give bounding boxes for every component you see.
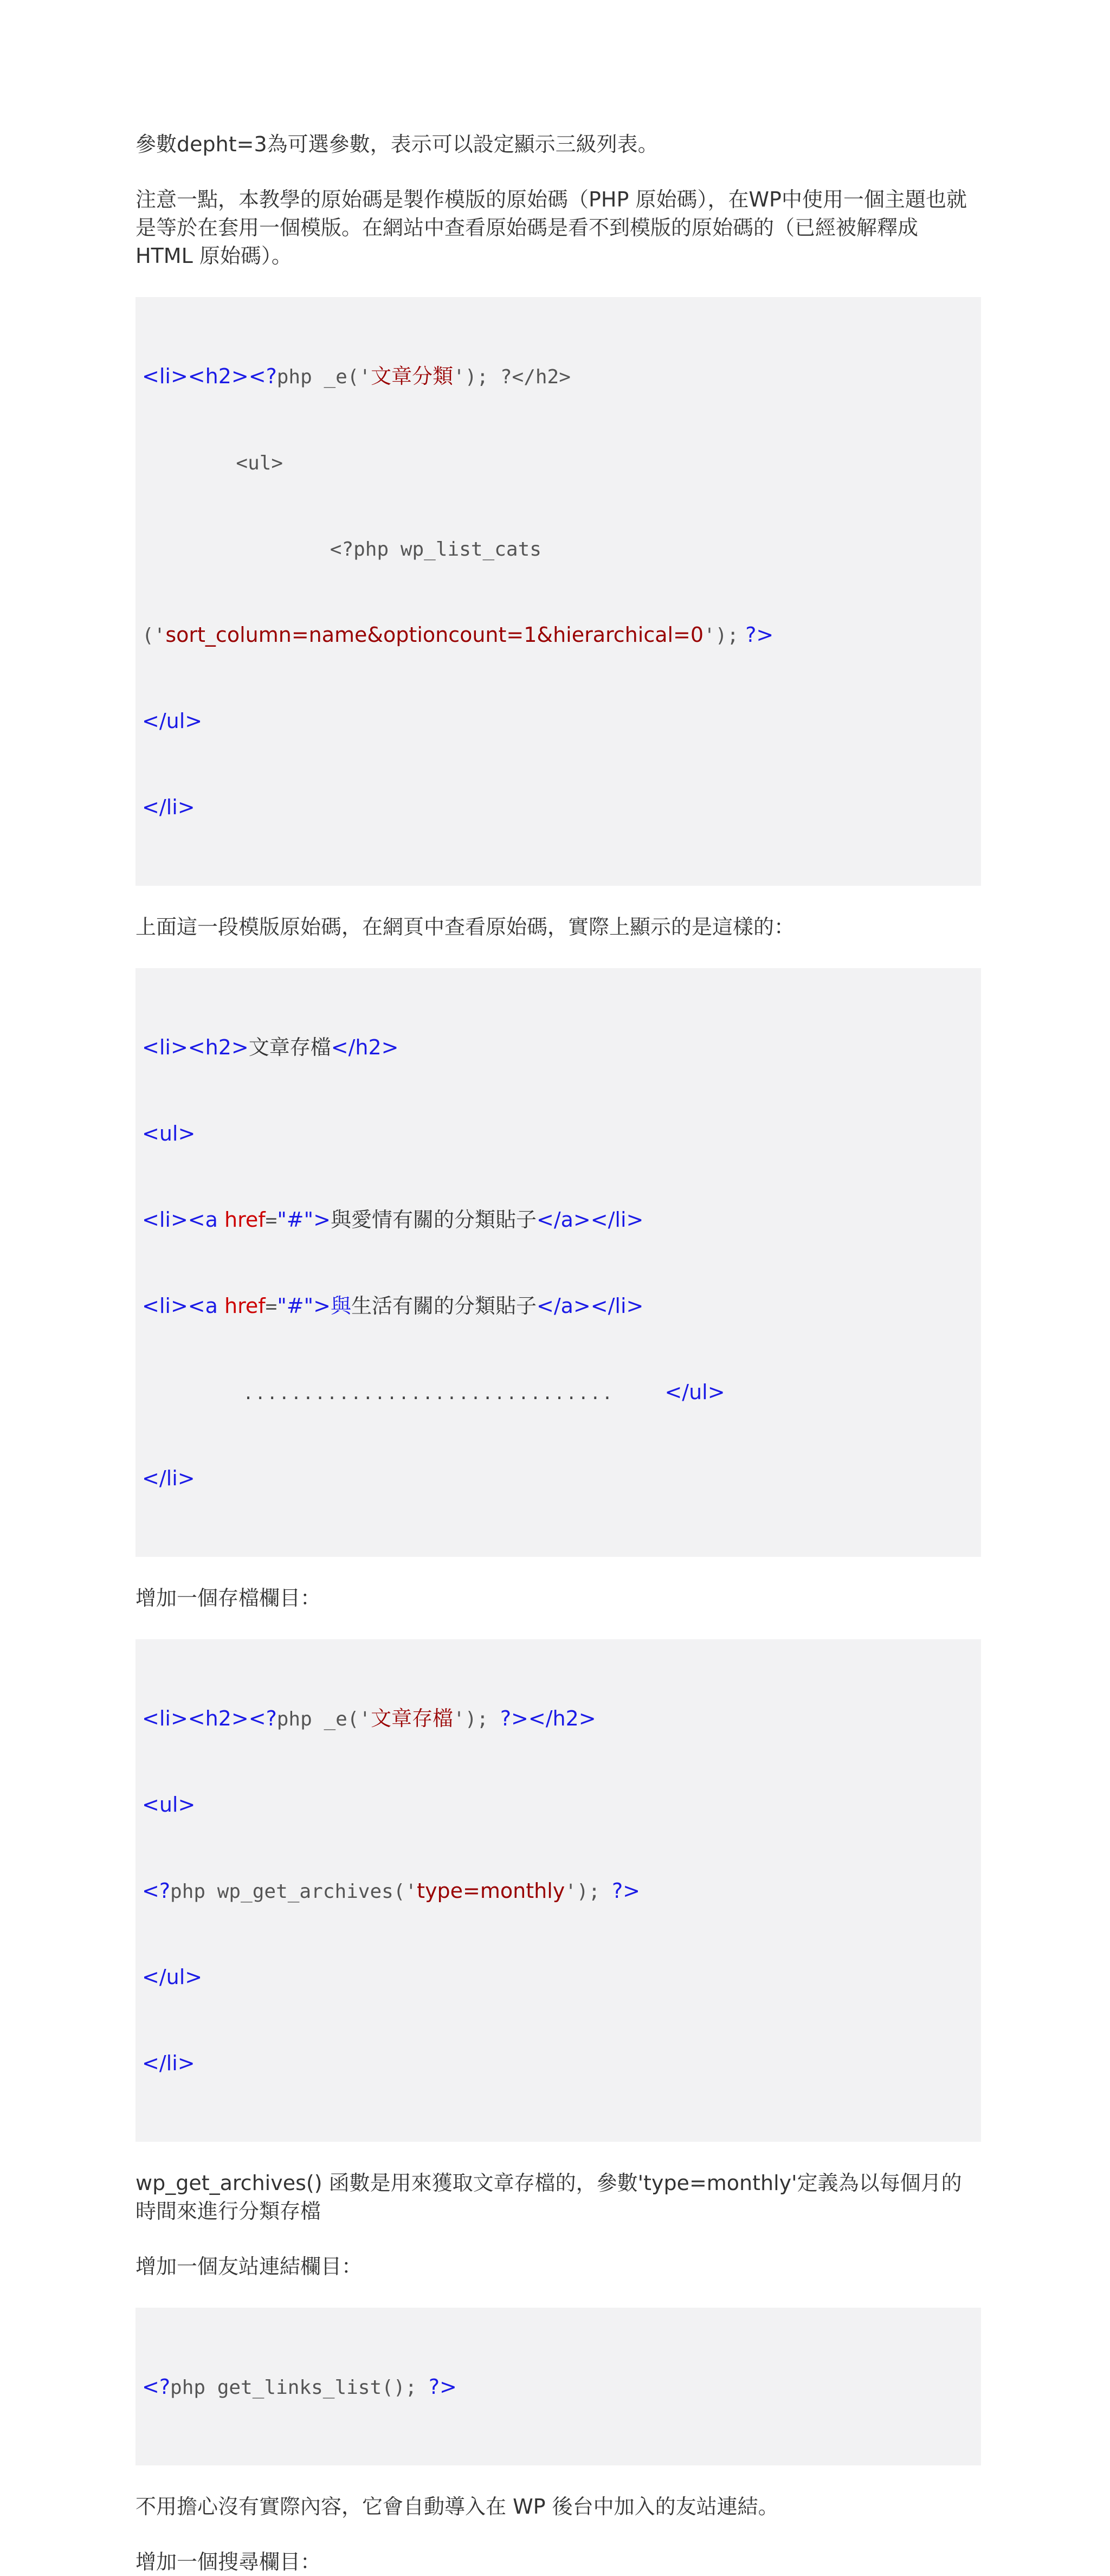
code-line: ............................... </ul> — [245, 1380, 725, 1404]
code-line: </ul> — [142, 709, 203, 733]
heading-add-archives: 增加一個存檔欄目： — [135, 1586, 321, 1610]
code-line: <li><h2><?php _e('文章分類'); ?</h2> — [142, 364, 571, 388]
code-block-rendered-html — [135, 968, 981, 1557]
code-line: ('sort_column=name&optioncount=1&hierarchical=0'); ?> — [142, 623, 774, 647]
code-block-links — [135, 2308, 981, 2465]
code-line: <ul> — [142, 1122, 196, 1145]
code-line: <?php wp_list_cats — [142, 538, 541, 561]
code-line: <li><h2><?php _e('文章存檔'); ?></h2> — [142, 1706, 596, 1730]
code-block-archives — [135, 1639, 981, 2142]
code-line: </li> — [142, 2051, 195, 2075]
code-line: <li><h2>文章存檔</h2> — [142, 1035, 399, 1059]
code-line: <?php get_links_list(); ?> — [142, 2375, 457, 2399]
paragraph-archives-desc: wp_get_archives() 函數是用來獲取文章存檔的，參數'type=monthly'定義為以每個月的時間來進行分類存檔 — [135, 2171, 962, 2223]
code-block-list-cats — [135, 297, 981, 886]
code-line: </ul> — [142, 1965, 203, 1989]
code-line: </li> — [142, 795, 195, 819]
document-content — [135, 130, 981, 2576]
code-line: <li><a href="#">與生活有關的分類貼子</a></li> — [142, 1294, 644, 1318]
paragraph-source-note: 注意一點，本教學的原始碼是製作模版的原始碼（PHP 原始碼），在WP中使用一個主題也就是等於在套用一個模版。在網站中查看原始碼是看不到模版的原始碼的（已經被解釋成 HTML 原始碼）。 — [135, 188, 967, 268]
code-line: <ul> — [142, 452, 283, 474]
code-line: <?php wp_get_archives('type=monthly'); ?> — [142, 1879, 640, 1903]
code-line: <ul> — [142, 1793, 196, 1817]
code-line: </li> — [142, 1466, 195, 1490]
heading-add-links: 增加一個友站連結欄目： — [135, 2255, 363, 2278]
paragraph-depth-param: 參數depht=3為可選參數，表示可以設定顯示三級列表。 — [135, 132, 659, 156]
paragraph-rendered-output: 上面這一段模版原始碼，在網頁中查看原始碼，實際上顯示的是這樣的： — [135, 915, 795, 939]
code-line: <li><a href="#">與愛情有關的分類貼子</a></li> — [142, 1208, 644, 1232]
heading-add-search: 增加一個搜尋欄目： — [135, 2550, 321, 2574]
paragraph-links-desc: 不用擔心沒有實際內容，它會自動導入在 WP 後台中加入的友站連結。 — [135, 2495, 779, 2519]
